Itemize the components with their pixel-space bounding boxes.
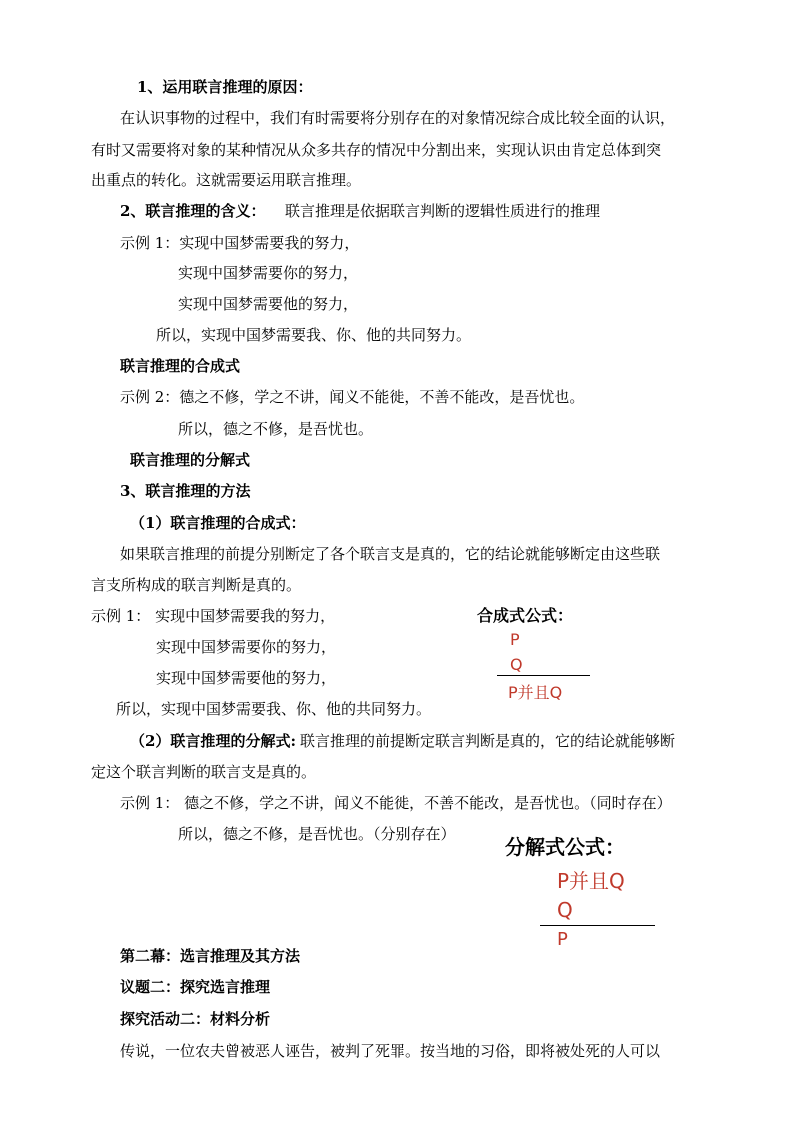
- act2-activity: 探究活动二：材料分析: [120, 1010, 271, 1028]
- section3-heading: 3、联言推理的方法: [120, 482, 251, 500]
- sub1-example-line2: 实现中国梦需要你的努力，: [156, 638, 337, 656]
- section1-para-line1: 在认识事物的过程中，我们有时需要将分别存在的对象情况综合成比较全面的认识，: [120, 109, 676, 127]
- sub1-example-conclusion: 所以，实现中国梦需要我、你、他的共同努力。: [116, 700, 432, 718]
- decomposition-title: 联言推理的分解式: [130, 451, 251, 469]
- example1-line2: 实现中国梦需要你的努力，: [178, 264, 359, 282]
- sub1-para-line2: 言支所构成的联言判断是真的。: [91, 576, 302, 594]
- formula2-conclusion: P: [557, 929, 568, 950]
- sub1-heading: （1）联言推理的合成式：: [130, 514, 306, 532]
- sub2-example-line1: 示例 1： 德之不修，学之不讲，闻义不能徙，不善不能改，是吾忧也。（同时存在）: [120, 794, 672, 812]
- sub2-heading: （2）联言推理的分解式:: [130, 732, 296, 750]
- example2-line1: 示例 2：德之不修，学之不讲，闻义不能徙，不善不能改，是吾忧也。: [120, 388, 585, 406]
- section1-para-line2: 有时又需要将对象的某种情况从众多共存的情况中分割出来，实现认识由肯定总体到突: [91, 141, 662, 159]
- formula2-line1: P并且Q: [557, 869, 625, 893]
- section1-para-line3: 出重点的转化。这就需要运用联言推理。: [91, 171, 362, 189]
- sub2-example-conclusion: 所以，德之不修，是吾忧也。（分别存在）: [178, 825, 456, 843]
- section2-heading: 2、联言推理的含义：: [120, 202, 266, 220]
- formula1-line2: Q: [510, 655, 523, 674]
- formula2-rule: [540, 925, 655, 926]
- formula1-conclusion: P并且Q: [508, 683, 563, 702]
- example2-conclusion: 所以，德之不修，是吾忧也。: [178, 420, 374, 438]
- formula2-line2: Q: [557, 898, 573, 922]
- formula2-title: 分解式公式：: [505, 835, 625, 859]
- example1-line3: 实现中国梦需要他的努力，: [178, 295, 359, 313]
- formula1-rule: [497, 675, 590, 676]
- sub1-example-line1: 示例 1： 实现中国梦需要我的努力，: [91, 607, 336, 625]
- sub2-text2: 定这个联言判断的联言支是真的。: [91, 763, 317, 781]
- section2-definition: 联言推理是依据联言判断的逻辑性质进行的推理: [285, 202, 601, 220]
- act2-topic: 议题二：探究选言推理: [120, 978, 271, 996]
- act2-heading: 第二幕：选言推理及其方法: [120, 947, 301, 965]
- sub1-para-line1: 如果联言推理的前提分别断定了各个联言支是真的，它的结论就能够断定由这些联: [120, 545, 661, 563]
- example1-line1: 示例 1：实现中国梦需要我的努力，: [120, 234, 360, 252]
- formula1-title: 合成式公式：: [477, 606, 574, 625]
- synthesis-title: 联言推理的合成式: [120, 357, 241, 375]
- example1-conclusion: 所以，实现中国梦需要我、你、他的共同努力。: [156, 326, 472, 344]
- sub1-example-line3: 实现中国梦需要他的努力，: [156, 669, 337, 687]
- act2-para-start: 传说，一位农夫曾被恶人诬告，被判了死罪。按当地的习俗，即将被处死的人可以: [120, 1042, 661, 1060]
- section1-heading: 1、运用联言推理的原因：: [137, 78, 313, 96]
- sub2-text: 联言推理的前提断定联言判断是真的，它的结论就能够断: [300, 732, 676, 750]
- formula1-line1: P: [510, 630, 520, 649]
